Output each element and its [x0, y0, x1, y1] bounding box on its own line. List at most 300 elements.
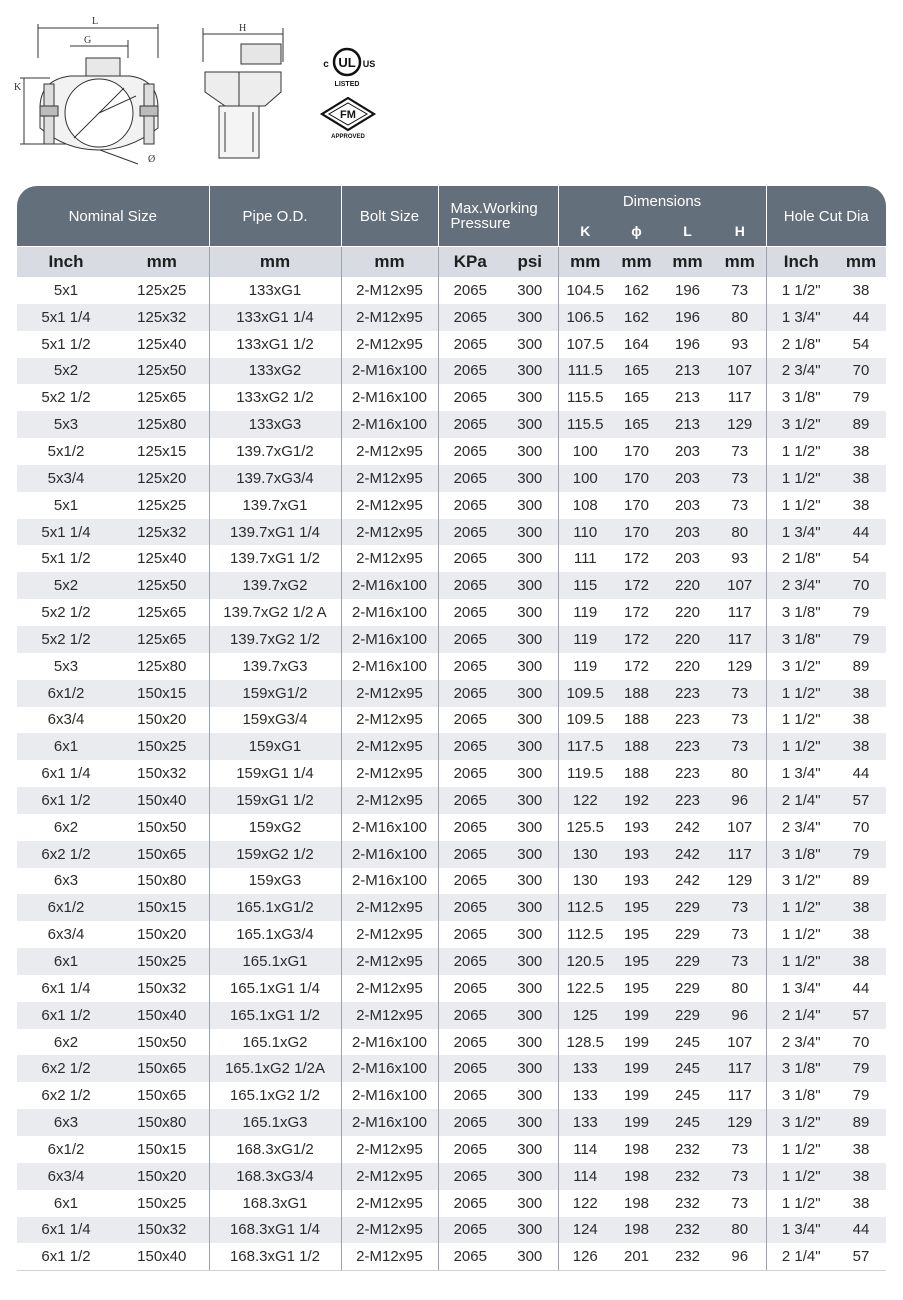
cell-pipe-od: 159xG1 — [209, 733, 341, 760]
cell-pipe-od: 165.1xG2 1/2 — [209, 1082, 341, 1109]
unit-inch: Inch — [17, 247, 115, 278]
cell-kpa: 2065 — [438, 1217, 502, 1244]
cell-nominal-inch: 6x1 1/2 — [17, 1243, 115, 1270]
cell-dim-l: 245 — [661, 1029, 714, 1056]
cell-psi: 300 — [502, 438, 558, 465]
cell-psi: 300 — [502, 1002, 558, 1029]
cell-dim-h: 107 — [714, 814, 766, 841]
cell-dim-h: 117 — [714, 1055, 766, 1082]
cell-dim-k: 106.5 — [558, 304, 612, 331]
cell-nominal-inch: 6x2 1/2 — [17, 841, 115, 868]
cell-bolt-size: 2-M12x95 — [341, 975, 438, 1002]
cell-hole-mm: 38 — [836, 277, 886, 304]
cell-dim-l: 220 — [661, 599, 714, 626]
table-row — [17, 465, 886, 492]
cell-pipe-od: 139.7xG1/2 — [209, 438, 341, 465]
cell-psi: 300 — [502, 1136, 558, 1163]
table-row — [17, 760, 886, 787]
cell-hole-mm: 70 — [836, 1029, 886, 1056]
cell-nominal-mm: 125x32 — [115, 519, 209, 546]
cell-kpa: 2065 — [438, 411, 502, 438]
cell-kpa: 2065 — [438, 599, 502, 626]
header-pipe-od: Pipe O.D. — [209, 186, 341, 247]
cell-dim-l: 229 — [661, 1002, 714, 1029]
cell-psi: 300 — [502, 1109, 558, 1136]
cell-bolt-size: 2-M12x95 — [341, 519, 438, 546]
cell-psi: 300 — [502, 1029, 558, 1056]
header-max-working: Max.Working — [450, 200, 538, 217]
table-row — [17, 519, 886, 546]
cell-bolt-size: 2-M12x95 — [341, 438, 438, 465]
cell-kpa: 2065 — [438, 519, 502, 546]
cell-dim-h: 73 — [714, 277, 766, 304]
cell-dim-l: 229 — [661, 894, 714, 921]
table-row — [17, 384, 886, 411]
cell-hole-inch: 1 1/2" — [766, 680, 836, 707]
cell-dim-l: 213 — [661, 411, 714, 438]
cell-nominal-mm: 150x25 — [115, 1190, 209, 1217]
ul-listed-logo — [318, 44, 378, 92]
cell-dim-phi: 199 — [612, 1109, 661, 1136]
cell-dim-l: 220 — [661, 572, 714, 599]
cell-dim-k: 119 — [558, 626, 612, 653]
cell-dim-phi: 172 — [612, 599, 661, 626]
table-row — [17, 1217, 886, 1244]
cell-hole-mm: 44 — [836, 1217, 886, 1244]
cell-nominal-mm: 125x15 — [115, 438, 209, 465]
cell-hole-inch: 3 1/8" — [766, 841, 836, 868]
cell-hole-mm: 79 — [836, 1082, 886, 1109]
cell-nominal-mm: 150x40 — [115, 1002, 209, 1029]
cell-hole-inch: 2 3/4" — [766, 1029, 836, 1056]
unit-mm-bolt: mm — [341, 247, 438, 278]
cell-kpa: 2065 — [438, 572, 502, 599]
cell-pipe-od: 168.3xG1 — [209, 1190, 341, 1217]
cell-pipe-od: 165.1xG3 — [209, 1109, 341, 1136]
table-row — [17, 680, 886, 707]
cell-dim-l: 223 — [661, 680, 714, 707]
cell-kpa: 2065 — [438, 841, 502, 868]
cell-dim-h: 73 — [714, 1163, 766, 1190]
cell-hole-mm: 89 — [836, 868, 886, 895]
cell-dim-k: 112.5 — [558, 894, 612, 921]
cell-kpa: 2065 — [438, 921, 502, 948]
table-row — [17, 304, 886, 331]
cell-psi: 300 — [502, 1163, 558, 1190]
cell-dim-k: 114 — [558, 1136, 612, 1163]
header-dim-k: K — [558, 216, 612, 247]
cell-pipe-od: 133xG2 1/2 — [209, 384, 341, 411]
cell-nominal-mm: 150x32 — [115, 975, 209, 1002]
cell-psi: 300 — [502, 733, 558, 760]
table-row — [17, 1055, 886, 1082]
cell-pipe-od: 139.7xG2 — [209, 572, 341, 599]
cell-nominal-inch: 5x2 — [17, 572, 115, 599]
cell-nominal-mm: 150x80 — [115, 1109, 209, 1136]
cell-dim-l: 196 — [661, 331, 714, 358]
cell-dim-k: 120.5 — [558, 948, 612, 975]
table-row — [17, 733, 886, 760]
cell-dim-phi: 198 — [612, 1217, 661, 1244]
cell-hole-inch: 1 3/4" — [766, 519, 836, 546]
cell-nominal-inch: 5x2 1/2 — [17, 626, 115, 653]
cell-dim-phi: 172 — [612, 572, 661, 599]
cell-hole-inch: 1 1/2" — [766, 1163, 836, 1190]
cell-dim-l: 232 — [661, 1163, 714, 1190]
cell-pipe-od: 139.7xG3 — [209, 653, 341, 680]
cell-hole-inch: 3 1/8" — [766, 599, 836, 626]
cell-hole-mm: 38 — [836, 948, 886, 975]
cell-nominal-inch: 5x1/2 — [17, 438, 115, 465]
unit-mm-l: mm — [661, 247, 714, 278]
cell-hole-mm: 57 — [836, 1002, 886, 1029]
table-row — [17, 894, 886, 921]
cell-dim-phi: 188 — [612, 760, 661, 787]
technical-drawings — [0, 0, 903, 186]
cell-hole-inch: 3 1/8" — [766, 384, 836, 411]
cell-psi: 300 — [502, 787, 558, 814]
cell-dim-phi: 193 — [612, 868, 661, 895]
cell-pipe-od: 133xG3 — [209, 411, 341, 438]
cell-dim-k: 117.5 — [558, 733, 612, 760]
cell-pipe-od: 168.3xG1/2 — [209, 1136, 341, 1163]
cell-hole-mm: 38 — [836, 1136, 886, 1163]
cell-dim-phi: 195 — [612, 921, 661, 948]
cell-psi: 300 — [502, 626, 558, 653]
cell-nominal-mm: 125x80 — [115, 411, 209, 438]
cell-hole-mm: 79 — [836, 626, 886, 653]
header-nominal-size: Nominal Size — [17, 186, 209, 247]
cell-dim-l: 203 — [661, 545, 714, 572]
cell-dim-k: 119 — [558, 599, 612, 626]
cell-dim-phi: 195 — [612, 894, 661, 921]
cell-nominal-inch: 5x2 — [17, 358, 115, 385]
cell-nominal-inch: 6x1 — [17, 733, 115, 760]
cell-hole-inch: 1 3/4" — [766, 304, 836, 331]
cell-kpa: 2065 — [438, 1082, 502, 1109]
cell-dim-h: 117 — [714, 841, 766, 868]
cell-hole-inch: 3 1/8" — [766, 1082, 836, 1109]
cell-hole-inch: 3 1/8" — [766, 1055, 836, 1082]
cell-hole-mm: 44 — [836, 760, 886, 787]
cell-bolt-size: 2-M16x100 — [341, 1082, 438, 1109]
cell-bolt-size: 2-M12x95 — [341, 1002, 438, 1029]
cell-dim-h: 73 — [714, 680, 766, 707]
cell-dim-l: 242 — [661, 868, 714, 895]
cell-kpa: 2065 — [438, 1029, 502, 1056]
cell-hole-mm: 79 — [836, 841, 886, 868]
cell-kpa: 2065 — [438, 868, 502, 895]
cell-nominal-inch: 6x3/4 — [17, 921, 115, 948]
cell-dim-phi: 193 — [612, 841, 661, 868]
cell-bolt-size: 2-M12x95 — [341, 787, 438, 814]
cell-dim-l: 232 — [661, 1243, 714, 1270]
table-row — [17, 599, 886, 626]
cell-nominal-inch: 5x1 1/2 — [17, 331, 115, 358]
cell-nominal-mm: 150x32 — [115, 760, 209, 787]
cell-dim-h: 107 — [714, 358, 766, 385]
unit-inch-hole: Inch — [766, 247, 836, 278]
cell-kpa: 2065 — [438, 1136, 502, 1163]
header-row-1 — [17, 186, 886, 216]
cell-hole-mm: 38 — [836, 465, 886, 492]
cell-bolt-size: 2-M16x100 — [341, 1029, 438, 1056]
cell-dim-phi: 172 — [612, 626, 661, 653]
cell-nominal-mm: 150x15 — [115, 894, 209, 921]
cell-pipe-od: 165.1xG3/4 — [209, 921, 341, 948]
cell-psi: 300 — [502, 841, 558, 868]
cell-dim-phi: 188 — [612, 707, 661, 734]
cell-hole-inch: 1 1/2" — [766, 921, 836, 948]
cell-bolt-size: 2-M12x95 — [341, 545, 438, 572]
cell-hole-mm: 89 — [836, 1109, 886, 1136]
cell-nominal-mm: 125x20 — [115, 465, 209, 492]
cell-dim-k: 133 — [558, 1109, 612, 1136]
cell-dim-h: 80 — [714, 760, 766, 787]
cell-hole-mm: 38 — [836, 921, 886, 948]
cell-psi: 300 — [502, 707, 558, 734]
cell-nominal-inch: 6x3/4 — [17, 707, 115, 734]
cell-dim-phi: 170 — [612, 492, 661, 519]
cell-kpa: 2065 — [438, 331, 502, 358]
cell-hole-mm: 38 — [836, 1163, 886, 1190]
cell-dim-phi: 172 — [612, 653, 661, 680]
cell-psi: 300 — [502, 358, 558, 385]
cell-nominal-mm: 125x50 — [115, 358, 209, 385]
cell-dim-l: 242 — [661, 814, 714, 841]
cell-dim-l: 203 — [661, 465, 714, 492]
cell-nominal-mm: 125x50 — [115, 572, 209, 599]
cell-dim-l: 229 — [661, 975, 714, 1002]
cell-pipe-od: 165.1xG2 — [209, 1029, 341, 1056]
cell-nominal-inch: 6x1/2 — [17, 680, 115, 707]
header-max-working-pressure — [438, 186, 558, 247]
cell-pipe-od: 159xG1 1/4 — [209, 760, 341, 787]
cell-nominal-inch: 5x1 1/4 — [17, 519, 115, 546]
cell-hole-inch: 1 1/2" — [766, 1190, 836, 1217]
label-G: G — [84, 35, 92, 46]
cell-dim-h: 80 — [714, 975, 766, 1002]
table-row — [17, 814, 886, 841]
cell-hole-mm: 38 — [836, 1190, 886, 1217]
cell-dim-l: 213 — [661, 358, 714, 385]
cell-dim-k: 122 — [558, 1190, 612, 1217]
cell-dim-k: 110 — [558, 519, 612, 546]
cell-nominal-mm: 150x20 — [115, 1163, 209, 1190]
cell-psi: 300 — [502, 304, 558, 331]
table-row — [17, 1243, 886, 1270]
cell-kpa: 2065 — [438, 760, 502, 787]
ul-c-text: c — [323, 59, 329, 70]
cell-dim-h: 93 — [714, 331, 766, 358]
cell-nominal-inch: 5x3/4 — [17, 465, 115, 492]
cell-hole-inch: 3 1/2" — [766, 411, 836, 438]
cell-psi: 300 — [502, 921, 558, 948]
cell-dim-l: 223 — [661, 707, 714, 734]
cell-dim-phi: 188 — [612, 680, 661, 707]
cell-pipe-od: 159xG2 1/2 — [209, 841, 341, 868]
cell-nominal-mm: 150x15 — [115, 680, 209, 707]
ul-mark-text: UL — [338, 55, 356, 70]
cell-nominal-inch: 5x1 — [17, 492, 115, 519]
cell-dim-k: 109.5 — [558, 707, 612, 734]
cell-dim-h: 93 — [714, 545, 766, 572]
cell-hole-inch: 1 3/4" — [766, 975, 836, 1002]
cell-hole-inch: 1 1/2" — [766, 492, 836, 519]
cell-bolt-size: 2-M16x100 — [341, 411, 438, 438]
cell-dim-k: 107.5 — [558, 331, 612, 358]
cell-dim-h: 73 — [714, 1136, 766, 1163]
cell-nominal-mm: 125x65 — [115, 599, 209, 626]
cell-psi: 300 — [502, 411, 558, 438]
cell-hole-mm: 70 — [836, 358, 886, 385]
cell-pipe-od: 139.7xG1 — [209, 492, 341, 519]
cell-hole-inch: 1 1/2" — [766, 733, 836, 760]
unit-mm-h: mm — [714, 247, 766, 278]
cell-nominal-inch: 5x1 1/4 — [17, 304, 115, 331]
cell-dim-k: 111 — [558, 545, 612, 572]
cell-dim-h: 117 — [714, 384, 766, 411]
header-pressure: Pressure — [450, 215, 511, 232]
cell-hole-inch: 3 1/2" — [766, 868, 836, 895]
cell-dim-phi: 164 — [612, 331, 661, 358]
cell-kpa: 2065 — [438, 358, 502, 385]
units-row — [17, 247, 886, 278]
cell-psi: 300 — [502, 975, 558, 1002]
cell-psi: 300 — [502, 465, 558, 492]
fm-approved-logo — [318, 96, 378, 140]
cell-bolt-size: 2-M16x100 — [341, 841, 438, 868]
cell-nominal-inch: 6x1 1/4 — [17, 975, 115, 1002]
cell-hole-inch: 2 1/8" — [766, 545, 836, 572]
cell-hole-inch: 1 1/2" — [766, 894, 836, 921]
cell-dim-k: 100 — [558, 438, 612, 465]
cell-nominal-inch: 5x2 1/2 — [17, 599, 115, 626]
cell-dim-l: 203 — [661, 519, 714, 546]
cell-dim-k: 124 — [558, 1217, 612, 1244]
cell-kpa: 2065 — [438, 733, 502, 760]
cell-pipe-od: 133xG2 — [209, 358, 341, 385]
table-row — [17, 572, 886, 599]
cell-nominal-inch: 6x1 — [17, 948, 115, 975]
cell-dim-k: 130 — [558, 841, 612, 868]
cell-dim-l: 232 — [661, 1217, 714, 1244]
cell-dim-k: 126 — [558, 1243, 612, 1270]
unit-mm-hole: mm — [836, 247, 886, 278]
cell-nominal-inch: 5x1 1/2 — [17, 545, 115, 572]
header-dimensions: Dimensions — [558, 186, 766, 216]
cell-pipe-od: 133xG1 — [209, 277, 341, 304]
cell-kpa: 2065 — [438, 438, 502, 465]
cell-dim-phi: 195 — [612, 948, 661, 975]
cell-hole-inch: 1 1/2" — [766, 707, 836, 734]
cell-bolt-size: 2-M16x100 — [341, 358, 438, 385]
cell-hole-mm: 70 — [836, 814, 886, 841]
cell-psi: 300 — [502, 894, 558, 921]
cell-nominal-mm: 125x32 — [115, 304, 209, 331]
cell-bolt-size: 2-M12x95 — [341, 1217, 438, 1244]
cell-kpa: 2065 — [438, 787, 502, 814]
cell-bolt-size: 2-M16x100 — [341, 1055, 438, 1082]
table-row — [17, 1029, 886, 1056]
cell-psi: 300 — [502, 599, 558, 626]
cell-kpa: 2065 — [438, 653, 502, 680]
cell-psi: 300 — [502, 331, 558, 358]
unit-psi: psi — [502, 247, 558, 278]
table-row — [17, 975, 886, 1002]
cell-dim-k: 119.5 — [558, 760, 612, 787]
cell-dim-l: 223 — [661, 733, 714, 760]
cell-nominal-inch: 6x3 — [17, 868, 115, 895]
header-dim-phi: ϕ — [612, 216, 661, 247]
cell-hole-mm: 89 — [836, 653, 886, 680]
cell-nominal-mm: 150x25 — [115, 733, 209, 760]
cell-dim-phi: 165 — [612, 411, 661, 438]
header-hole-cut-dia: Hole Cut Dia — [766, 186, 886, 247]
table-row — [17, 948, 886, 975]
cell-nominal-mm: 150x25 — [115, 948, 209, 975]
cell-dim-h: 73 — [714, 438, 766, 465]
cell-kpa: 2065 — [438, 1163, 502, 1190]
cell-kpa: 2065 — [438, 1243, 502, 1270]
cell-dim-h: 129 — [714, 868, 766, 895]
cell-hole-mm: 44 — [836, 975, 886, 1002]
cell-hole-inch: 2 1/4" — [766, 1243, 836, 1270]
cell-kpa: 2065 — [438, 1109, 502, 1136]
cell-dim-h: 117 — [714, 1082, 766, 1109]
cell-kpa: 2065 — [438, 814, 502, 841]
cell-psi: 300 — [502, 948, 558, 975]
cell-hole-mm: 38 — [836, 894, 886, 921]
front-view-drawing — [10, 10, 185, 180]
cell-nominal-inch: 6x2 1/2 — [17, 1082, 115, 1109]
cell-dim-k: 122.5 — [558, 975, 612, 1002]
cell-kpa: 2065 — [438, 975, 502, 1002]
cell-dim-k: 119 — [558, 653, 612, 680]
cell-hole-mm: 79 — [836, 384, 886, 411]
cell-nominal-inch: 6x3 — [17, 1109, 115, 1136]
cell-dim-k: 130 — [558, 868, 612, 895]
unit-mm-pipe-od: mm — [209, 247, 341, 278]
cell-dim-phi: 165 — [612, 384, 661, 411]
cell-dim-h: 129 — [714, 653, 766, 680]
cell-dim-phi: 198 — [612, 1190, 661, 1217]
cell-dim-k: 122 — [558, 787, 612, 814]
cell-pipe-od: 159xG3/4 — [209, 707, 341, 734]
cell-dim-phi: 199 — [612, 1029, 661, 1056]
cell-kpa: 2065 — [438, 465, 502, 492]
cell-bolt-size: 2-M16x100 — [341, 653, 438, 680]
cell-hole-inch: 2 1/4" — [766, 1002, 836, 1029]
cell-nominal-inch: 5x2 1/2 — [17, 384, 115, 411]
cell-psi: 300 — [502, 1055, 558, 1082]
cell-dim-k: 108 — [558, 492, 612, 519]
cell-nominal-inch: 6x1 — [17, 1190, 115, 1217]
cell-dim-l: 223 — [661, 787, 714, 814]
cell-pipe-od: 159xG1 1/2 — [209, 787, 341, 814]
ul-listed-text: LISTED — [334, 81, 360, 88]
cell-hole-mm: 54 — [836, 331, 886, 358]
cell-bolt-size: 2-M12x95 — [341, 733, 438, 760]
cell-bolt-size: 2-M16x100 — [341, 599, 438, 626]
cell-pipe-od: 139.7xG1 1/4 — [209, 519, 341, 546]
cell-dim-l: 203 — [661, 492, 714, 519]
cell-dim-h: 80 — [714, 304, 766, 331]
cell-psi: 300 — [502, 1243, 558, 1270]
cell-bolt-size: 2-M12x95 — [341, 948, 438, 975]
cell-dim-k: 133 — [558, 1055, 612, 1082]
cell-bolt-size: 2-M12x95 — [341, 1190, 438, 1217]
